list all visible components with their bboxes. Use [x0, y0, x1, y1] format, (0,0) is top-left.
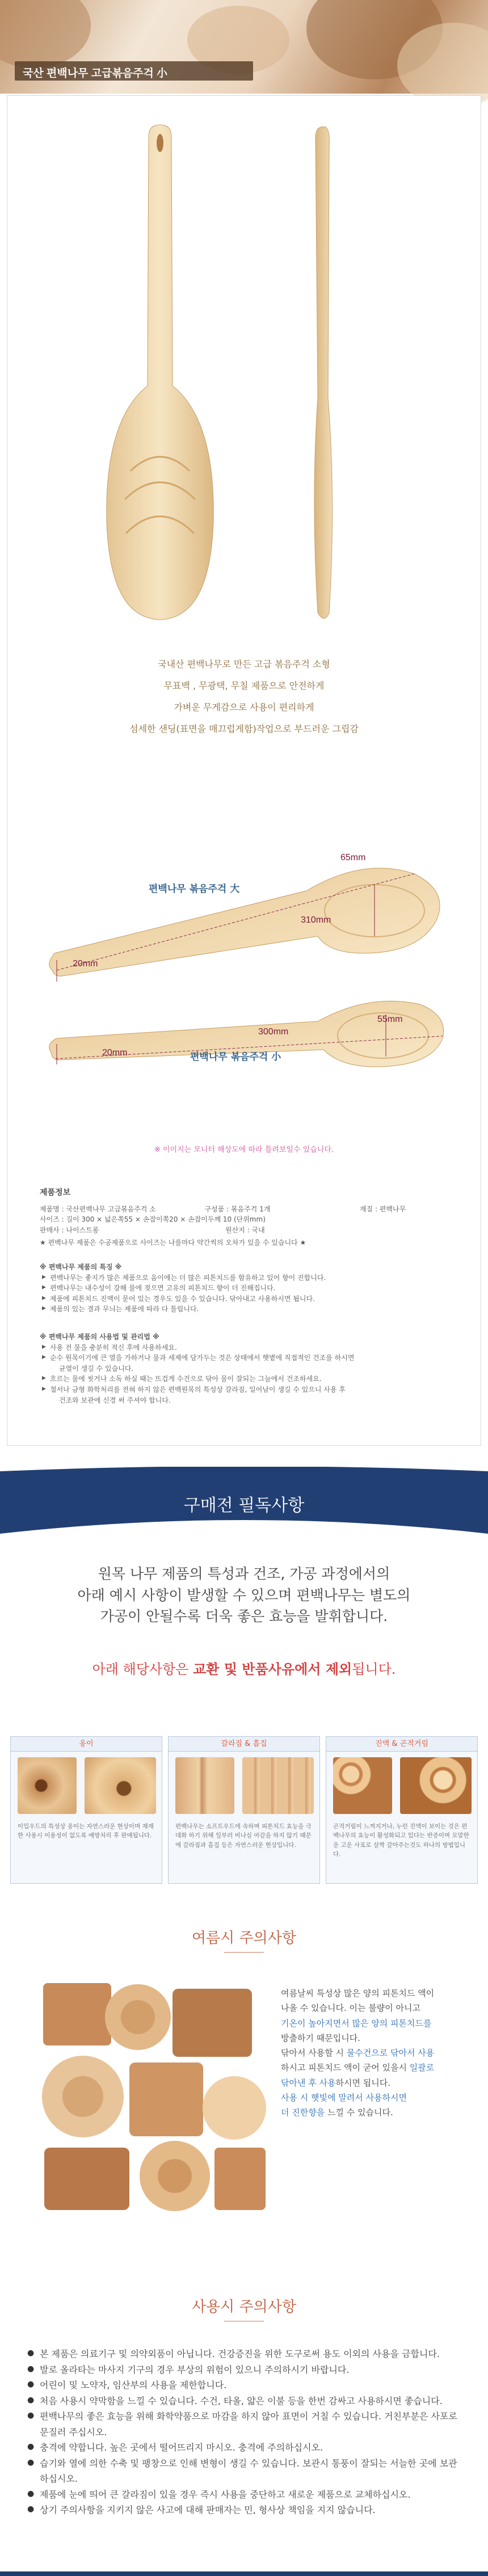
usage-item: ● 습기와 열에 의한 수축 및 팽창으로 인해 변형이 생길 수 있습니다. 보관시 통풍이 잘되는 서늘한 곳에 보관하십시오.	[27, 2456, 464, 2487]
spoon-front-view	[107, 125, 213, 620]
summer-text	[281, 1986, 468, 2120]
summer-line	[281, 2076, 468, 2090]
feature-item: ▶ 제품의 있는 결과 무늬는 제품에 따라 다 틀립니다.	[40, 1304, 454, 1315]
spec-note: ★ 편백나무 제품은 수공제품으로 사이즈는 나를마다 약간씩의 오차가 있을 수 있습니다 ★	[40, 1239, 306, 1247]
spec-components: 구성품 : 볶음주걱 1개	[204, 1205, 271, 1213]
crack-photo	[175, 1757, 234, 1814]
care-item: ▶ 철서나 금형 화학처리를 전혀 하지 않은 편백원목의 특성상 갈라짐, 일어남이 생길 수 있으니 사용 후	[40, 1384, 454, 1395]
summer-seg: 느낄 수 있습니다.	[325, 2107, 393, 2118]
dim-large-length: 310mm	[301, 915, 331, 925]
desc-line: 가벼운 무게감으로 사용이 편리하게	[174, 702, 314, 713]
card-title: 옹이	[11, 1737, 162, 1752]
return-warning	[0, 1658, 488, 1678]
card-knot	[10, 1736, 162, 1884]
usage-item: ● 충격에 약합니다. 높은 곳에서 떨어뜨리지 마시오. 충격에 주의하십시오.	[27, 2440, 464, 2456]
card-title: 갈라짐 & 흠집	[169, 1737, 319, 1752]
feature-item: ▶ 편백나무는 좋지가 많은 제품으로 음이에는 더 많은 피톤치드를 함유하고 있어 향이 진합니다.	[40, 1273, 454, 1283]
spec-seller: 판매사 : 나이스트롱	[40, 1226, 99, 1234]
summer-heading	[0, 1926, 488, 1953]
usage-list	[27, 2346, 464, 2518]
summer-line	[281, 2060, 468, 2075]
care-item: ▶ 흐르는 물에 씻거나 소독 하실 때는 뜨겁게 수건으로 닦아 물이 잘되는 그늘에서 건조하세요.	[40, 1374, 454, 1384]
example-cards	[10, 1736, 478, 1884]
resin-photo	[333, 1757, 392, 1814]
summer-line: 나올 수 있습니다. 이는 불량이 아니고	[281, 2003, 420, 2014]
dim-small-handle: 20mm	[102, 1048, 128, 1058]
desc-line: 무표백 , 무광택, 무칠 제품으로 안전하게	[163, 680, 325, 691]
wood-cubes-photo	[39, 1977, 268, 2216]
wood-decoration	[0, 0, 91, 68]
summer-line: 여름날씨 특성상 많은 양의 피톤치드 액이	[281, 1988, 435, 1998]
care-item: 균열이 생길 수 있습니다.	[59, 1364, 134, 1373]
crack-photo	[242, 1757, 314, 1814]
summer-seg: 하시고 피톤치드 액이 굳어 있을시	[281, 2063, 410, 2073]
card-text: 곤적거림이 느껴지거나, 누런 진액이 보이는 것은 편백나무의 효능이 활성화되고 있다는 반증이며 모맘한운 고운 사포로 살짝 갈아주는것도 하나의 방법입니다.	[333, 1823, 469, 1858]
summer-seg: 닦아낸 후 사용	[281, 2077, 336, 2088]
card-resin	[326, 1736, 478, 1884]
bottom-border	[0, 2571, 488, 2576]
usage-item: ● 편백나무의 좋은 효능을 위해 화학약품으로 마감을 하지 않아 표면이 거칠 수 있습니다. 거친부분은 사포로 문질러 주십시오.	[27, 2409, 464, 2440]
label-large: 편백나무 볶음주걱 大	[149, 883, 240, 895]
summer-line	[281, 2045, 468, 2060]
care-item: 건조와 보관에 신경 써 주셔야 합니다.	[59, 1396, 171, 1404]
summer-seg: 더 진한향을	[281, 2107, 325, 2118]
usage-item: ● 어린이 및 노약자, 임산부의 사용을 제한합니다.	[27, 2377, 464, 2393]
desc-line: 섬세한 샌딩(표면을 매끄럽게함)작업으로 부드러운 그립감	[129, 723, 359, 734]
intro-line: 원목 나무 제품의 특성과 건조, 가공 과정에서의	[98, 1565, 390, 1582]
label-small: 편백나무 볶음주걱 小	[190, 1051, 281, 1063]
warn-post: 됩니다.	[352, 1661, 396, 1677]
spec-row	[40, 1204, 454, 1215]
spec-heading: 제품정보	[40, 1188, 71, 1197]
resin-photo	[400, 1757, 472, 1814]
summer-line: 방출하기 때문입니다.	[281, 2032, 360, 2043]
care-item: ▶ 순수 원목이기에 큰 열을 가하거나 물과 세제에 담가두는 것은 상태에서 햇볕에 직접적인 건조를 하시면	[40, 1353, 454, 1363]
notice-title: 구매전 필독사항	[183, 1496, 305, 1516]
dim-large-width: 65mm	[340, 853, 366, 862]
intro-line: 아래 예시 사항이 발생할 수 있으며 편백나무는 별도의	[77, 1586, 411, 1603]
usage-title: 사용시 주의사항	[191, 2299, 297, 2316]
feature-heading: ※ 편백나무 제품의 특징 ※	[40, 1263, 122, 1272]
spec-material: 재질 : 편백나무	[359, 1205, 406, 1213]
warn-pre: 아래 해당사항은	[92, 1661, 193, 1677]
summer-seg: 일괄로	[409, 2063, 435, 2073]
card-text: 이입우드의 특성상 옹이는 자연스러운 현상이며 재재한 사용시 이용성이 없도록 예방처리 후 판매됩니다.	[18, 1823, 154, 1840]
page-title: 국산 편백나무 고급볶음주걱 小	[23, 68, 168, 79]
usage-item: ● 처음 사용시 약막함을 느낄 수 있습니다. 수건, 타올, 얇은 이불 등을 한번 감싸고 사용하시면 좋습니다.	[27, 2393, 464, 2409]
dim-large-handle: 20mm	[73, 959, 98, 969]
feature-item: ▶ 제품에 피톤치드 진액이 묻어 있는 경우도 있을 수 있습니다. 닦아내고 사용하시면 됩니다.	[40, 1294, 454, 1304]
card-crack	[168, 1736, 320, 1884]
usage-item: ● 본 제품은 의료기구 및 의약외품이 아닙니다. 건강증진을 위한 도구로써 용도 이외의 사용을 금합니다.	[27, 2346, 464, 2362]
size-diagram	[0, 783, 488, 1123]
usage-item: ● 발로 올라타는 마사지 기구의 경우 부상의 위험이 있으니 주의하시기 바랍니다.	[27, 2362, 464, 2378]
usage-item: ● 제품에 눈에 띄어 큰 갈라짐이 있을 경우 즉시 사용을 중단하고 새로운 제품으로 교체하십시오.	[27, 2487, 464, 2503]
feature-item: ▶ 편백나무는 내수성이 강해 물에 젖으면 고유의 피톤치드 향이 더 진해집니다.	[40, 1283, 454, 1294]
care-heading: ※ 편백나무 제품의 사용법 및 관리법 ※	[40, 1333, 159, 1341]
spoon-photos	[0, 102, 488, 647]
summer-line	[281, 2105, 468, 2120]
card-title: 진액 & 곤적거림	[326, 1737, 477, 1752]
care-item: ▶ 사용 전 물을 충분히 적신 후에 사용하세요.	[40, 1342, 454, 1353]
usage-heading	[0, 2295, 488, 2322]
spec-product-name: 제품명 : 국산편백나무 고급볶음주걱 소	[40, 1205, 156, 1213]
warn-bold: 교환 및 반품사유에서 제외	[193, 1661, 352, 1677]
desc-line: 국내산 편백나무로 만든 고급 볶음주걱 소형	[158, 659, 330, 670]
summer-seg: 닦아서 사용할 시	[281, 2048, 347, 2058]
summer-line: 사용 시 햇빛에 말려서 사용하시면	[281, 2092, 407, 2103]
summer-seg: 물수건으로 닦아서 사용	[346, 2048, 435, 2058]
spoon-large	[49, 868, 440, 976]
image-note: ※ 이미지는 모니터 해상도에 따라 틀려보일수 있습니다.	[154, 1146, 334, 1154]
knot-photo	[18, 1757, 77, 1814]
spec-origin: 원산지 : 국내	[225, 1226, 265, 1234]
spec-row	[40, 1225, 454, 1236]
spec-size: 사이즈 : 길이 300 × 넓은쪽55 × 손잡이쪽20 × 손잡이두께 10 (단위mm)	[40, 1215, 266, 1224]
knot-photo	[85, 1757, 156, 1814]
summer-title: 여름시 주의사항	[191, 1930, 297, 1947]
spec-block	[40, 1187, 454, 1405]
intro-line: 가공이 안될수록 더욱 좋은 효능을 발휘합니다.	[100, 1608, 388, 1624]
summer-line: 기온이 높아지면서 많은 양의 피톤치드를	[281, 2018, 432, 2028]
summer-seg: 하시면 됩니다.	[335, 2077, 390, 2088]
usage-item: ● 상기 주의사항을 지키지 않은 사고에 대해 판매자는 민, 형사상 책임을 지지 않습니다.	[27, 2502, 464, 2518]
dim-small-width: 55mm	[377, 1015, 403, 1024]
dim-small-length: 300mm	[258, 1027, 289, 1037]
notice-intro	[34, 1563, 454, 1627]
card-text: 편백나무는 소프트우드에 속하며 피톤치드 효능을 극대화 하기 위해 일부러 비나심 마감을 하지 않기 때문에 갈라짐과 흠집 등은 자연스러운 현상입니다.	[175, 1823, 312, 1849]
spoon-side-view	[314, 127, 333, 618]
